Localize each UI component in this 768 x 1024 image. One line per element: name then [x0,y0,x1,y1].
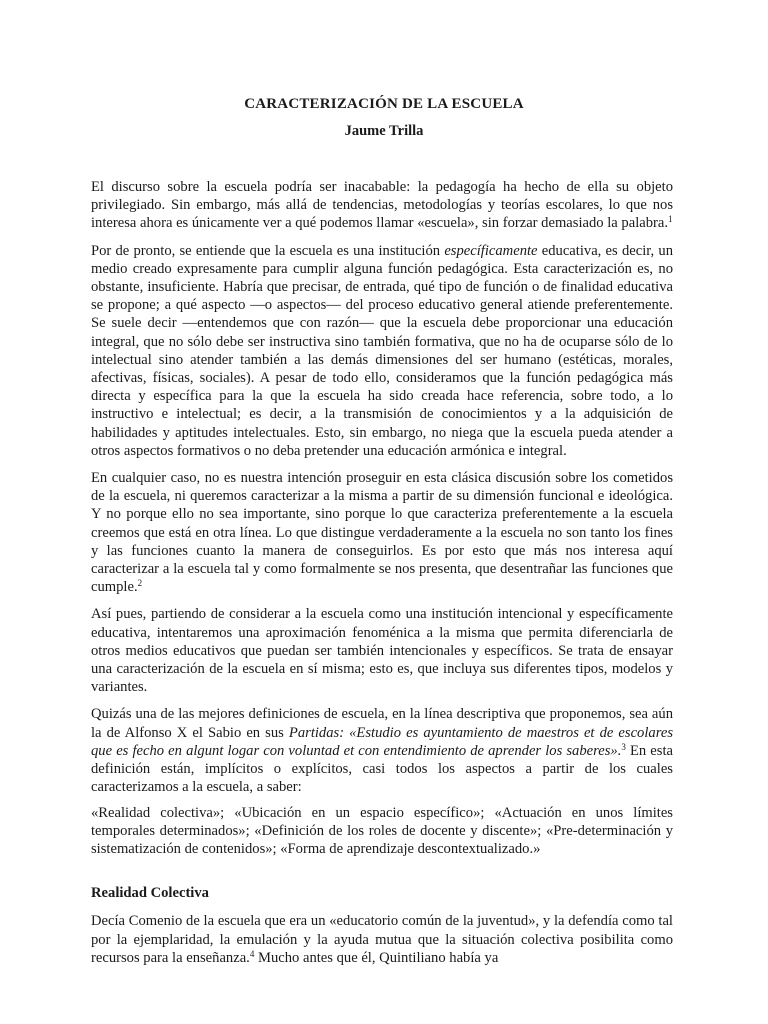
paragraph-text: El discurso sobre la escuela podría ser inacabable: la pedagogía ha hecho de ella su objeto privilegiado. Sin embargo, más allá de tendencias, metodologías y teorías escolares, lo que nos interesa ahora es únicamente ver a qué podemos llamar «escuela», sin forzar demasiado la palabra. [91,179,673,232]
paragraph-4 [91,605,673,696]
footnote-ref-1: 1 [668,214,673,225]
emphasis-text: específicamente [444,242,538,259]
paragraph-text: Decía Comenio de la escuela que era un «educatorio común de la juventud», y la defendía como tal por la ejemplaridad, la emulación y la ayuda mutua que la situación colectiva posibilita como recursos para la enseñanza. [91,913,673,966]
paragraph-text: En cualquier caso, no es nuestra intención proseguir en esta clásica discusión sobre los cometidos de la escuela, ni queremos caracterizar a la misma a partir de su dimensión funcional e ideológica. Y no porque ello no sea importante, sino porque lo que caracteriza preferentemente a la escuela creemos que está en otra línea. Lo que distingue verdaderamente a la escuela no son tanto los fines y las funciones cuanto la manera de conseguirlos. Es por esto que más nos interesa aquí caracterizar a la escuela tal y como formalmente se nos presenta, que desentrañar las funciones que cumple. [91,470,673,596]
paragraph-5 [91,705,673,796]
paragraph-text: Mucho antes que él, Quintiliano había ya [254,949,499,966]
paragraph-1 [91,178,673,233]
paragraph-text: En esta definición están, implícitos o explícitos, casi todos los aspectos a partir de los cuales caracterizamos a la escuela, a saber: [91,742,673,796]
footnote-ref-3: 3 [621,741,626,752]
paragraph-2 [91,242,673,460]
document-body [91,178,673,976]
section-heading: Realidad Colectiva [91,885,209,902]
paragraph-text: Así pues, partiendo de considerar a la escuela como una institución intencional y específicamente educativa, intentaremos una aproximación fenoménica a la misma que permita diferenciarla de otros medios educativos que puedan ser también intencionales y específicos. Se trata de ensayar una caracterización de la escuela en sí misma; esto es, que incluya sus diferentes tipos, modelos y variantes. [91,606,673,696]
paragraph-text: Por de pronto, se entiende que la escuela es una institución [91,242,445,259]
document-title: CARACTERIZACIÓN DE LA ESCUELA [244,96,524,112]
paragraph-text: «Realidad colectiva»; «Ubicación en un espacio específico»; «Actuación en unos límites temporales determinados»; «Definición de los roles de docente y discente»; «Pre-determinación y sistematización de contenidos»; «Forma de aprendizaje descontextualizado.» [91,804,673,857]
paragraph-6 [91,804,673,859]
paragraph-7 [91,912,673,967]
footnote-ref-4: 4 [249,948,255,959]
paragraph-3 [91,469,673,596]
quotation-text: Partidas: «Estudio es ayuntamiento de maestros et de escolares que es fecho en algunt logar con voluntad et con entendimiento de aprender los saberes». [91,724,673,759]
footnote-ref-2: 2 [137,578,143,589]
paragraph-text: educativa, es decir, un medio creado expresamente para cumplir alguna función pedagógica. Esta caracterización es, no obstante, insuficiente. Habría que precisar, de entrada, qué tipo de función o de finalidad educativa se propone; a qué aspecto —o aspectos— del proceso educativo general atiende preferentemente. Se suele decir —entendemos que con razón— que la escuela debe proporcionar una educación integral, que no sólo debe ser instructiva sino también formativa, que no ha de ocuparse sólo de lo intelectual sino atender también a las demás dimensiones del ser humano (estéticas, morales, afectivas, físicas, sociales). A pesar de todo ello, consideramos que la función pedagógica más directa y específica para la que la escuela ha sido creada hace referencia, sobre todo, a lo instructivo e intelectual; es decir, a la transmisión de conocimientos y a la adquisición de habilidades y aptitudes intelectuales. Esto, sin embargo, no niega que la escuela pueda atender a otros aspectos formativos o no deba pretender una educación armónica e integral. [91,242,673,459]
document-author: Jaume Trilla [344,123,424,139]
paragraph-text: Quizás una de las mejores definiciones de escuela, en la línea descriptiva que proponemos, sea aún la de Alfonso X el Sabio en sus [91,706,673,741]
